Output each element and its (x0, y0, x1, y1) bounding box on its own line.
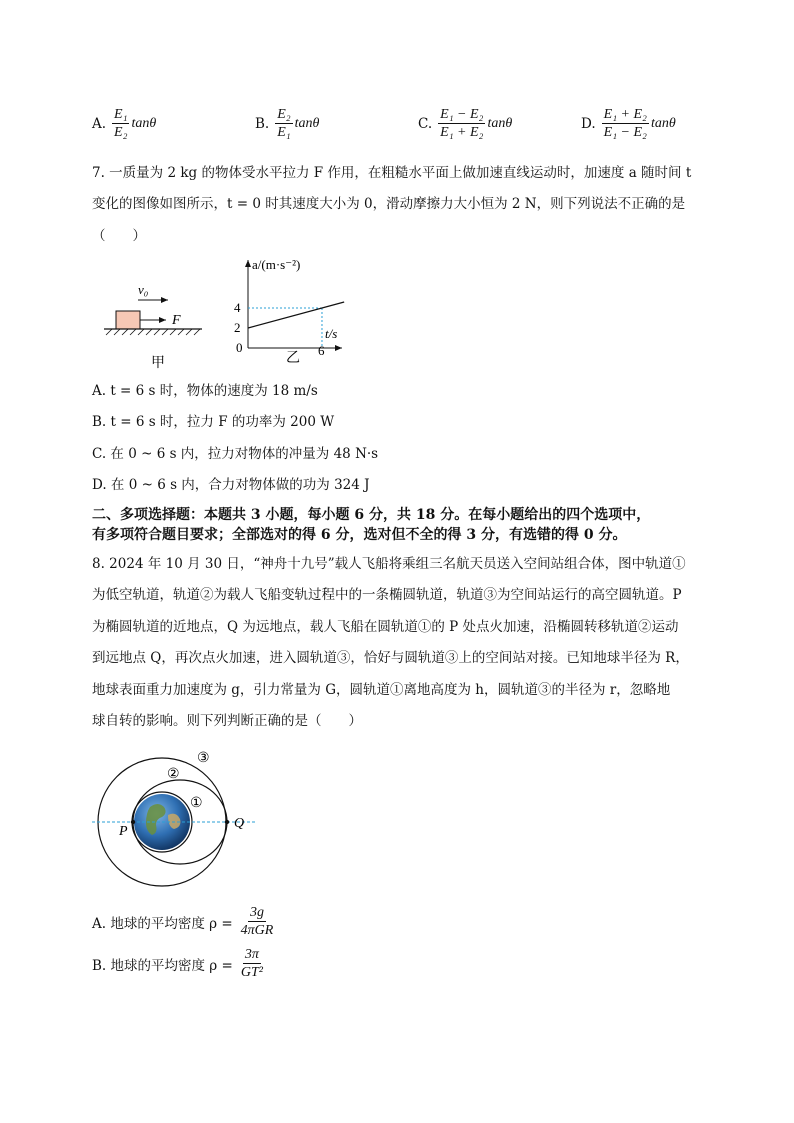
q8-option-b-text: B. 地球的平均密度 ρ = (92, 957, 233, 974)
q6-option-c[interactable] (418, 106, 512, 141)
ground-hatching (106, 329, 200, 335)
figure-yi-caption: 乙 (286, 351, 300, 366)
q6-option-b-label: B. (255, 115, 270, 132)
q8-stem-line-3: 为椭圆轨道的近地点，Q 为远地点，载人飞船在圆轨道①的 P 处点火加速，沿椭圆转移轨道②运动 (92, 619, 679, 635)
q6-option-a-fraction (112, 106, 129, 141)
q6-option-b-function: tanθ (294, 115, 320, 131)
orbit-1-label: ① (190, 796, 203, 811)
section2-heading-line-2: 有多项符合题目要求；全部选对的得 6 分，选对但不全的得 3 分，有选错的得 0 分。 (92, 527, 627, 543)
v0-arrowhead-icon (161, 297, 168, 303)
q6-option-a-denominator: E₂ (114, 125, 128, 140)
orbit-figure (92, 745, 262, 895)
point-q-dot (225, 820, 229, 824)
y-axis-label: a/(m·s⁻²) (252, 257, 301, 272)
q8-option-a-denominator: 4πGR (240, 923, 274, 938)
q6-option-b-fraction (275, 106, 292, 141)
q6-option-c-label: C. (418, 115, 433, 132)
q6-option-c-fraction (438, 106, 485, 141)
figure-jia-caption: 甲 (151, 356, 165, 370)
q8-stem-line-2: 为低空轨道，轨道②为载人飞船变轨过程中的一条椭圆轨道，轨道③为空间站运行的高空圆轨道。P (92, 587, 682, 603)
force-label: F (172, 313, 181, 328)
q8-stem-line-5: 地球表面重力加速度为 g，引力常量为 G，圆轨道①离地高度为 h，圆轨道③的半径为 r，忽略地 (92, 682, 671, 698)
q6-option-a-function: tanθ (131, 115, 157, 131)
v0-label: v₀ (138, 282, 149, 297)
figure-yi-chart (228, 252, 348, 372)
q6-option-c-numerator: E₁ − E₂ (440, 107, 484, 122)
q7-option-c[interactable]: C. 在 0 ~ 6 s 内，拉力对物体的冲量为 48 N·s (92, 446, 379, 462)
q7-stem-line-3: （ ） (92, 228, 146, 244)
orbit-3-label: ③ (197, 751, 210, 766)
q8-option-b[interactable] (92, 946, 265, 981)
figure-jia (98, 280, 208, 370)
q6-option-d-function: tanθ (650, 115, 676, 131)
q6-option-a-label: A. (92, 115, 107, 132)
q8-option-b-denominator: GT² (240, 965, 263, 980)
y-axis-arrow-icon (245, 260, 251, 267)
q6-option-d-numerator: E₁ + E₂ (603, 107, 647, 122)
q8-option-a-text: A. 地球的平均密度 ρ = (92, 915, 233, 932)
q7-stem-line-1: 7. 一质量为 2 kg 的物体受水平拉力 F 作用，在粗糙水平面上做加速直线运动时，加速度 a 随时间 t (92, 165, 692, 181)
q6-option-c-function: tanθ (487, 115, 513, 131)
q6-option-a-numerator: E₁ (114, 107, 128, 122)
q6-option-c-denominator: E₁ + E₂ (440, 125, 484, 140)
q8-option-b-numerator: 3π (244, 947, 259, 962)
section2-heading-line-1: 二、多项选择题：本题共 3 小题，每小题 6 分，共 18 分。在每小题给出的四个选项中， (92, 507, 651, 523)
q6-option-a[interactable] (92, 106, 156, 141)
q7-option-b[interactable]: B. t = 6 s 时，拉力 F 的功率为 200 W (92, 414, 335, 430)
orbit-2-label: ② (167, 767, 180, 782)
q7-option-a[interactable]: A. t = 6 s 时，物体的速度为 18 m/s (92, 383, 318, 399)
q8-option-b-fraction (239, 946, 265, 981)
x-axis-label: t/s (325, 326, 338, 341)
q6-option-d[interactable] (581, 106, 676, 141)
point-q-label: Q (234, 816, 245, 831)
q8-option-a[interactable] (92, 904, 275, 939)
q6-option-b-numerator: E₂ (277, 107, 291, 122)
q8-stem-line-1: 8. 2024 年 10 月 30 日，“神舟十九号”载人飞船将乘组三名航天员送入空间站组合体，图中轨道① (92, 556, 686, 572)
q8-stem-line-4: 到远地点 Q，再次点火加速，进入圆轨道③，恰好与圆轨道③上的空间站对接。已知地球半径为 R， (92, 650, 689, 666)
x-axis-arrow-icon (335, 345, 342, 351)
origin-label: 0 (236, 340, 243, 355)
q6-option-d-denominator: E₁ − E₂ (603, 125, 647, 140)
q6-option-d-label: D. (581, 115, 596, 132)
block (116, 311, 140, 329)
q6-option-b[interactable] (255, 106, 319, 141)
q8-option-a-fraction (239, 904, 276, 939)
q6-option-b-denominator: E₁ (277, 125, 291, 140)
x-tick-6: 6 (317, 343, 325, 358)
y-tick-2: 2 (234, 320, 241, 335)
point-p-dot (131, 820, 135, 824)
series-line-a (248, 302, 344, 328)
q8-stem-line-6: 球自转的影响。则下列判断正确的是（ ） (92, 713, 362, 729)
q7-stem-line-2: 变化的图像如图所示，t = 0 时其速度大小为 0，滑动摩擦力大小恒为 2 N，则下列说法不正确的是 (92, 196, 686, 212)
q7-option-d[interactable]: D. 在 0 ~ 6 s 内，合力对物体做的功为 324 J (92, 477, 370, 493)
q6-option-d-fraction (602, 106, 649, 141)
point-p-label: P (119, 824, 128, 839)
force-arrowhead-icon (159, 317, 166, 323)
q8-option-a-numerator: 3g (250, 905, 265, 920)
y-tick-4: 4 (234, 300, 241, 315)
